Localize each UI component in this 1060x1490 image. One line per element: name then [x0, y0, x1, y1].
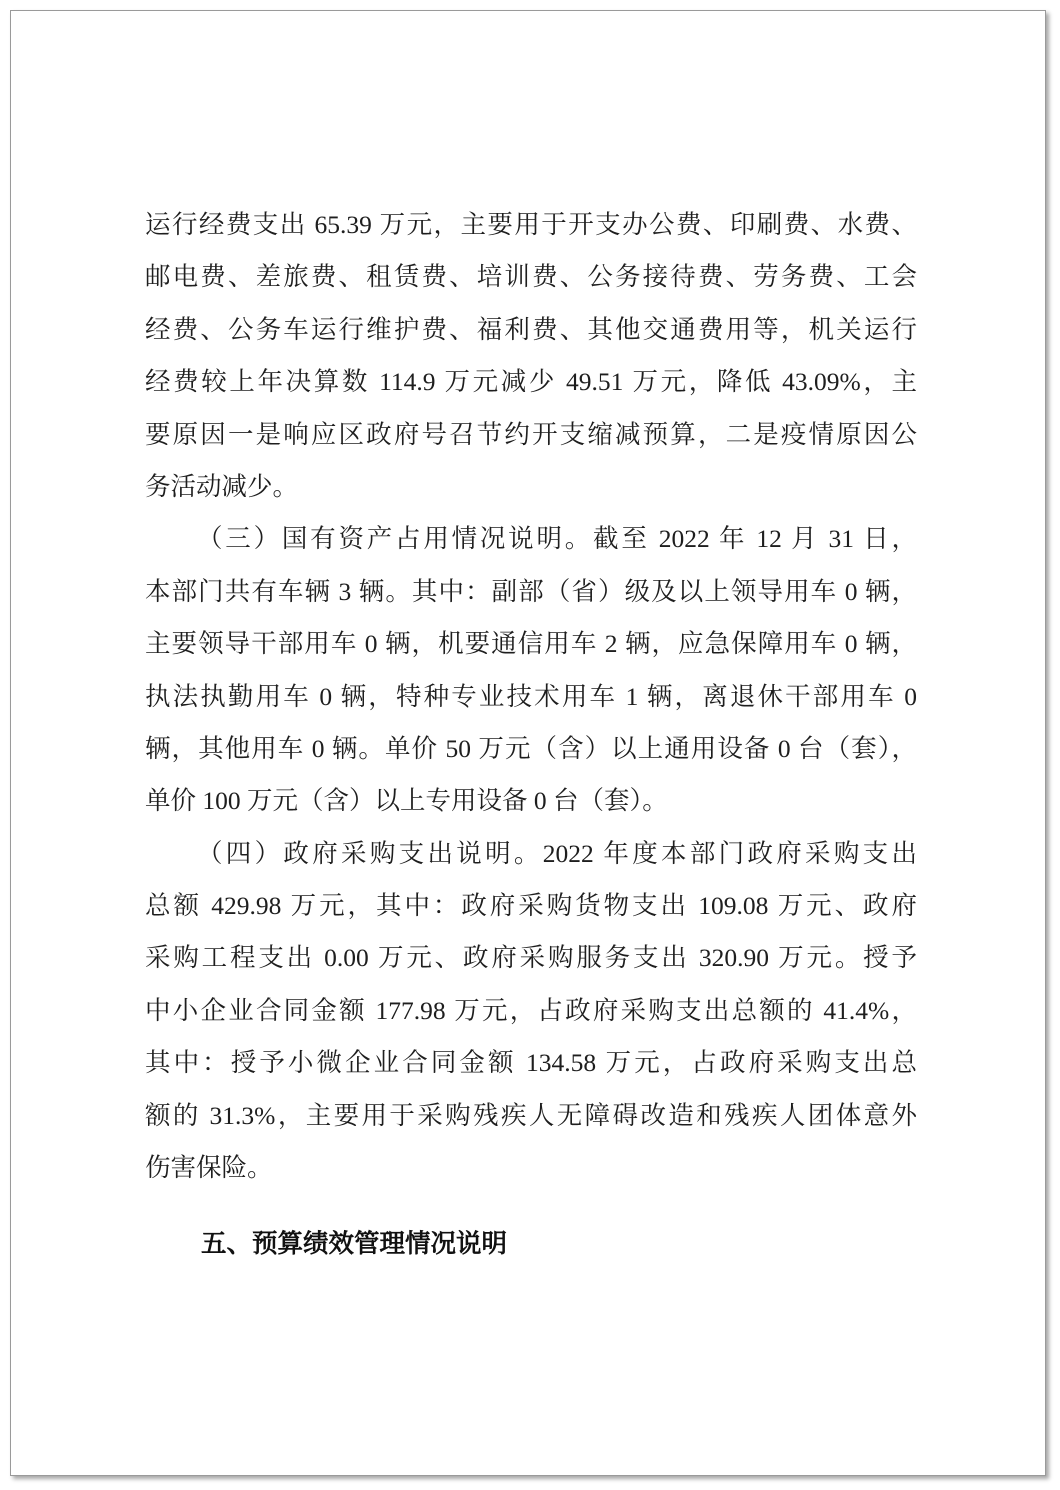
document-body	[145, 199, 917, 1271]
text-line: 执法执勤用车 0 辆，特种专业技术用车 1 辆，离退休干部用车 0	[145, 681, 917, 711]
text-line: 本部门共有车辆 3 辆。其中：副部（省）级及以上领导用车 0 辆，	[145, 576, 917, 606]
text-line: 主要领导干部用车 0 辆，机要通信用车 2 辆，应急保障用车 0 辆，	[145, 629, 917, 659]
text-line: 总额 429.98 万元，其中：政府采购货物支出 109.08 万元、政府	[145, 891, 917, 921]
text-line: 中小企业合同金额 177.98 万元，占政府采购支出总额的 41.4%，	[145, 995, 917, 1025]
text-line: （三）国有资产占用情况说明。截至 2022 年 12 月 31 日，	[197, 524, 917, 554]
text-line: 务活动减少。	[145, 471, 299, 501]
text-line: 经费、公务车运行维护费、福利费、其他交通费用等，机关运行	[145, 314, 917, 344]
text-line: 经费较上年决算数 114.9 万元减少 49.51 万元，降低 43.09%，主	[145, 367, 917, 397]
text-line: 单价 100 万元（含）以上专用设备 0 台（套）。	[145, 786, 668, 816]
paragraph-government-procurement	[145, 828, 917, 1195]
paragraph-operating-expenses	[145, 199, 917, 513]
text-line: 辆，其他用车 0 辆。单价 50 万元（含）以上通用设备 0 台（套），	[145, 733, 917, 763]
text-line: 伤害保险。	[145, 1153, 273, 1183]
text-line: 要原因一是响应区政府号召节约开支缩减预算，二是疫情原因公	[145, 419, 917, 449]
text-line: （四）政府采购支出说明。2022 年度本部门政府采购支出	[197, 838, 917, 868]
paragraph-state-assets	[145, 513, 917, 827]
text-line: 其中：授予小微企业合同金额 134.58 万元，占政府采购支出总	[145, 1048, 917, 1078]
text-line: 额的 31.3%，主要用于采购残疾人无障碍改造和残疾人团体意外	[145, 1100, 917, 1130]
text-line: 运行经费支出 65.39 万元，主要用于开支办公费、印刷费、水费、	[145, 210, 917, 239]
section-heading: 五、预算绩效管理情况说明	[201, 1229, 508, 1260]
text-line: 采购工程支出 0.00 万元、政府采购服务支出 320.90 万元。授予	[145, 943, 917, 973]
text-line: 邮电费、差旅费、租赁费、培训费、公务接待费、劳务费、工会	[145, 262, 917, 292]
